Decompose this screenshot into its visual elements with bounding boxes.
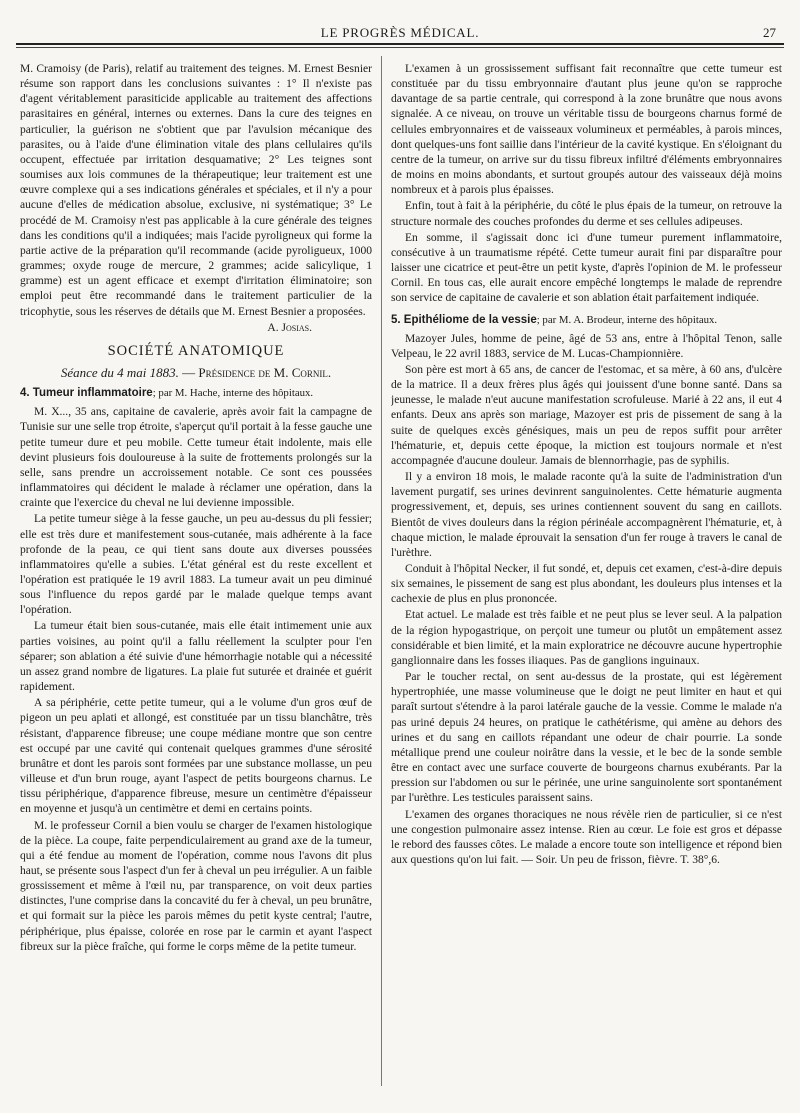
paragraph: Etat actuel. Le malade est très faible et ne peut plus se lever seul. A la palpation de la région hypogastrique, on perçoit une tumeur ou plutôt un empâtement assez considérable et bien limité, et la main exploratrice ne découvre aucune hypertrophie ganglionnaire dans les fosses iliaques. Pas de ganglions inguinaux. bbox=[391, 609, 782, 667]
paragraph: L'examen des organes thoraciques ne nous révèle rien de particulier, si ce n'est une congestion pulmonaire assez intense. Rien au cœur. Le foie est gros et dépasse le rebord des fausses côtes. Le malade a encore toute son intelligence et répond bien aux questions qu'on lui fait. — Soir. Un peu de frisson, fièvre. T. 38°,6. bbox=[391, 808, 782, 866]
paragraph: M. Cramoisy (de Paris), relatif au traitement des teignes. M. Ernest Besnier résume son rapport dans les conclusions suivantes : 1° Il n'existe pas d'agent véritablement parasiticide applicable au traitement des affections parasitaires en général, internes ou externes. Dans la cure des teignes en particulier, la guérison ne s'obtient que par l'avulsion mécanique des parasites, ou à l'aide d'une élimination vitale des plans cellulaires qu'ils occupent, effectuée par irritation desquamative; 2° Les teignes sont soumises aux lois communes de la thérapeutique; leur traitement est une œuvre complexe qui a ses indications générales et spéciales, et il n'y a pour aucune d'elles de médication absolue, exclusive, ni systématique; 3° Le procédé de M. Cramoisy n'est pas applicable à la cure générale des teignes dans les conditions qu'il a indiquées; mais l'acide pyroligneux qui forme la partie active de la préparation qu'il recommande (acide pyroligueux, 1000 grammes; oxyde rouge de mercure, 2 grammes; acide salicylique, 1 gramme) est un agent efficace et exempt d'irritation éliminatoire; son emploi peut être recommandé dans le traitement particulier de la tricophytie, sous les réserves de détails que M. Ernest Besnier a proposées. bbox=[20, 63, 372, 318]
section-title: SOCIÉTÉ ANATOMIQUE bbox=[107, 342, 285, 359]
journal-title: LE PROGRÈS MÉDICAL. bbox=[320, 25, 480, 40]
case-title: 4. Tumeur inflammatoire bbox=[20, 387, 153, 400]
paragraph: La tumeur était bien sous-cutanée, mais elle était intimement unie aux parties voisines, au point qu'il a fallu réellement la sculpter pour l'en séparer; son ablation a été suivie d'une hémorrhagie notable qui a nécessité un assez grand nombre de ligatures. La plaie fut suturée et drainée et guérit rapidement. bbox=[20, 620, 372, 694]
case-heading bbox=[391, 313, 782, 328]
column-divider bbox=[381, 56, 382, 1086]
left-column bbox=[20, 62, 372, 1102]
paragraph: M. le professeur Cornil a bien voulu se charger de l'examen histologique de la pièce. La coupe, faite perpendiculairement au grand axe de la tumeur, qui a été fendue au moment de l'opération, comme nous l'avons dit plus haut, se présente sous l'aspect d'un fer à cheval un peu irrégulier. A un faible grossissement et même à l'œil nu, par transparence, on voit deux parties distinctes, l'une comprise dans la concavité du fer à cheval, un peu brunâtre, et qui formait sur la pièce les parois mêmes du petit kyste central; l'autre, périphérique, plus épaisse, colorée en rose par le carmin et ayant l'aspect fibreux sur la pièce fraîche, qui forme le corps même de la petite tumeur. bbox=[20, 819, 372, 953]
paragraph: M. X..., 35 ans, capitaine de cavalerie, après avoir fait la campagne de Tunisie sur une selle trop étroite, s'aperçut qu'il portait à la fesse gauche une petite tumeur dure et peu mobile. Cette tumeur était indolente, mais elle devint plusieurs fois douloureuse à la suite de frottements prolongés sur la selle, sans prendre un accroissement notable. Ce sont ces poussées inflammatoires qui décident le malade à réclamer une opération, dans la crainte que l'exercice du cheval ne lui devienne impossible. bbox=[20, 406, 372, 510]
case-title: 5. Epithéliome de la vessie bbox=[391, 313, 537, 326]
paragraph: Mazoyer Jules, homme de peine, âgé de 53 ans, entre à l'hôpital Tenon, salle Velpeau, le 22 avril 1883, service de M. Lucas-Championnière. bbox=[391, 332, 782, 360]
case-author: ; par M. A. Brodeur, interne des hôpitaux. bbox=[536, 313, 718, 326]
case-author: ; par M. Hache, interne des hôpitaux. bbox=[152, 387, 314, 400]
page-header bbox=[20, 25, 780, 41]
paragraph: En somme, il s'agissait donc ici d'une tumeur purement inflammatoire, consécutive à un traumatisme répété. Cette tumeur aurait fini par disparaître pour laisser une cicatrice et peut-être un petit kyste, d'après l'opinion de M. le professeur Cornil. En tous cas, elle aurait encore empêché longtemps le malade de reprendre son service de capitaine de cavalerie et son ablation était parfaitement indiquée. bbox=[391, 231, 782, 305]
case-heading bbox=[20, 386, 372, 401]
header-rule-thin bbox=[16, 47, 784, 48]
signature: A. Josias. bbox=[267, 321, 312, 334]
session-date: Séance du 4 mai 1883. bbox=[60, 364, 179, 380]
page-number: 27 bbox=[763, 25, 776, 40]
paragraph: La petite tumeur siège à la fesse gauche, un peu au-dessus du pli fessier; elle est très dure et manifestement sous-cutanée, mais adhérente à la face profonde de la peau, ce qui tient sans doute aux diverses poussées inflammatoires qu'elle a subies. L'état général est du reste excellent et l'opération est pratiquée le 19 avril 1883. La tumeur avait un peu diminué sous l'influence du repos gardé par le malade quelque temps avant l'opération. bbox=[20, 513, 372, 617]
paragraph: Son père est mort à 65 ans, de cancer de l'estomac, et sa mère, à 60 ans, d'ulcère de la matrice. Il a deux frères plus âgés qui jouissent d'une bonne santé. Dans sa jeunesse, le malade n'eut aucune manifestation scrofuleuse. Marié à 22 ans, il eut 4 enfants. Deux ans après son mariage, Mazoyer est pris de pissement de sang à la suite de quelques excès génésiques, mais un peu de repos suffit pour arrêter l'hématurie, et, depuis cette époque, la miction est toujours normale et n'est accompagnée d'aucune douleur. Jamais de blennorrhagie, pas de syphilis. bbox=[391, 363, 782, 467]
paragraph: Il y a environ 18 mois, le malade raconte qu'à la suite de l'administration d'un lavement purgatif, ses urines devinrent sanguinolentes. Cette hématurie augmenta progressivement, et, depuis, ses urines contiennent souvent du sang en caillots. Bientôt de vives douleurs dans la région périnéale accompagnèrent l'hématurie, et, à chaque miction, le malade éprouvait la sensation d'un fer rouge à travers le canal de l'urèthre. bbox=[391, 471, 782, 559]
paragraph: A sa périphérie, cette petite tumeur, qui a le volume d'un gros œuf de pigeon un peu aplati et allongé, est constituée par un tissu blanchâtre, très résistant, d'apparence fibreuse; une coupe médiane montre que son centre est occupé par une cavité qui contenait quelques grammes d'une sérosité brunâtre et dont les parois sont formées par une substance mollasse, un peu villeuse et d'un brun rouge, ayant l'aspect de petits bourgeons charnus. Le tissu périphérique, d'apparence fibreuse, mesure un centimètre d'épaisseur en moyenne et jusqu'à un centimètre et demi en certains points. bbox=[20, 697, 372, 816]
session-line bbox=[20, 365, 372, 380]
paragraph: Par le toucher rectal, on sent au-dessus de la prostate, qui est légèrement hypertrophiée, une masse volumineuse que le doigt ne peut limiter en haut et qui paraît surtout s'étendre à la paroi latérale gauche de la vessie. Comme le malade n'a pas uriné depuis 24 heures, on pratique le cathétérisme, qui amène au dehors des urines et du sang en caillots répandant une odeur de chair pourrie. La sonde métallique prend une couleur noirâtre dans la vessie, et le bec de la sonde semble être en contact avec une surface couverte de bourgeons charnus exubérants. Par la pression sur l'abdomen ou sur le périnée, une urine sanguinolente sort spontanément par l'urèthre. Les testicules paraissent sains. bbox=[391, 671, 782, 805]
paragraph: Enfin, tout à fait à la périphérie, du côté le plus épais de la tumeur, on retrouve la structure normale des couches profondes du derme et ses cellules adipeuses. bbox=[391, 200, 782, 228]
paragraph: Conduit à l'hôpital Necker, il fut sondé, et, depuis cet examen, c'est-à-dire depuis six semaines, le pissement de sang est plus abondant, les douleurs plus intenses et la cachexie de plus en plus prononcée. bbox=[391, 563, 782, 606]
header-rule bbox=[16, 43, 784, 45]
paragraph: L'examen à un grossissement suffisant fait reconnaître que cette tumeur est constituée par du tissu embryonnaire d'autant plus jeune qu'on se rapproche davantage de sa partie centrale, qui correspond à la zone brunâtre que nous avons signalée. A ce niveau, on trouve un véritable tissu de bourgeons charnus formé de cellules embryonnaires et de vaisseaux volumineux et perméables, à parois minces, dont quelques-uns font saillie dans l'intérieur de la cavité kystique. En s'éloignant du centre de la tumeur, on arrive sur du tissu fibreux infiltré d'éléments embryonnaires de moins en moins abondants, et surtout groupés autour des vaisseaux déjà moins nombreux et à parois plus épaisses. bbox=[391, 63, 782, 197]
session-president: — Présidence de M. Cornil. bbox=[178, 364, 332, 380]
right-column bbox=[391, 62, 782, 1102]
